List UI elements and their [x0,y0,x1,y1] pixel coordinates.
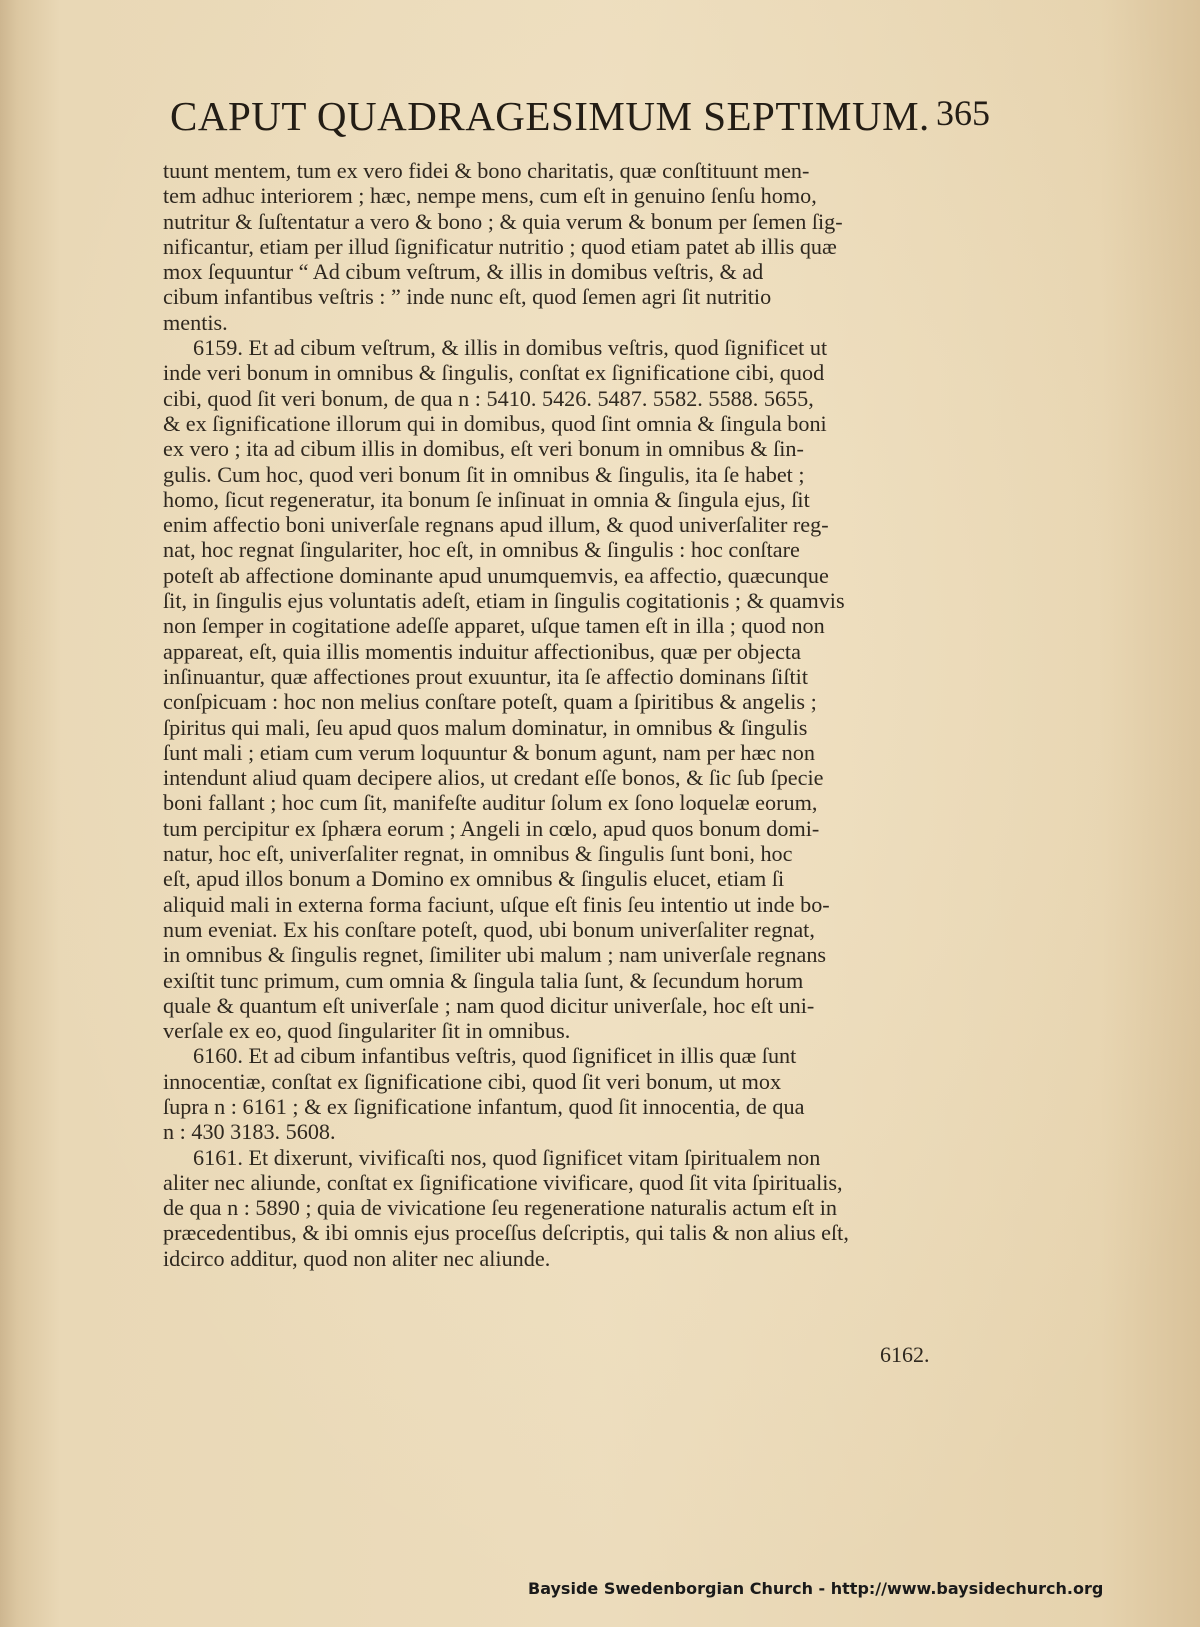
text-line: idcirco additur, quod non aliter nec aliunde. [163,1245,551,1271]
body-text [163,158,983,1271]
text-line: cibi, quod ſit veri bonum, de qua n : 5410. 5426. 5487. 5582. 5588. 5655, [163,385,814,411]
text-line: natur, hoc eſt, univerſaliter regnat, in omnibus & ſingulis ſunt boni, hoc [163,841,793,867]
text-line: verſale ex eo, quod ſingulariter ſit in omnibus. [163,1018,571,1044]
text-line: non ſemper in cogitatione adeſſe apparet, uſque tamen eſt in illa ; quod non [163,613,825,639]
text-line: ex vero ; ita ad cibum illis in domibus, eſt veri bonum in omnibus & ſin- [163,436,804,462]
text-line: inde veri bonum in omnibus & ſingulis, conſtat ex ſignificatione cibi, quod [163,360,825,386]
text-line: de qua n : 5890 ; quia de vivicatione ſeu regeneratione naturalis actum eſt in [163,1195,838,1221]
text-line: innocentiæ, conſtat ex ſignificatione cibi, quod ſit veri bonum, ut mox [163,1068,782,1094]
text-line: & ex ſignificatione illorum qui in domibus, quod ſint omnia & ſingula boni [163,410,827,436]
text-line: 6159. Et ad cibum veſtrum, & illis in domibus veſtris, quod ſignificet ut [193,335,828,361]
text-line: 6161. Et dixerunt, vivificaſti nos, quod ſignificet vitam ſpiritualem non [193,1144,821,1170]
text-line: num eveniat. Ex his conſtare poteſt, quod, ubi bonum univerſaliter regnat, [163,916,815,942]
text-line: enim affectio boni univerſale regnans apud illum, & quod univerſaliter reg- [163,512,829,538]
text-line: quale & quantum eſt univerſale ; nam quod dicitur univerſale, hoc eſt uni- [163,992,815,1018]
text-line: aliter nec aliunde, conſtat ex ſignificatione vivificare, quod ſit vita ſpiritualis, [163,1169,843,1195]
chapter-title: CAPUT QUADRAGESIMUM SEPTIMUM. [170,93,930,139]
text-line: inſinuantur, quæ affectiones prout exuuntur, ita ſe affectio dominans ſiſtit [163,663,809,689]
text-line: nutritur & ſuſtentatur a vero & bono ; & quia verum & bonum per ſemen ſig- [163,208,843,234]
text-line: nat, hoc regnat ſingulariter, hoc eſt, in omnibus & ſingulis : hoc conſtare [163,537,800,563]
text-line: mentis. [163,309,228,335]
page-number: 365 [936,93,990,133]
text-line: conſpicuam : hoc non melius conſtare poteſt, quam a ſpiritibus & angelis ; [163,689,817,715]
text-line: ſpiritus qui mali, ſeu apud quos malum dominatur, in omnibus & ſingulis [163,714,808,740]
text-line: boni fallant ; hoc cum ſit, manifeſte auditur ſolum ex ſono loquelæ eorum, [163,790,818,816]
catchword: 6162. [880,1342,930,1367]
text-line: tuunt mentem, tum ex vero fidei & bono charitatis, quæ conſtituunt men- [163,158,810,183]
text-line: cibum infantibus veſtris : ” inde nunc eſt, quod ſemen agri ſit nutritio [163,284,772,310]
text-line: eſt, apud illos bonum a Domino ex omnibus & ſingulis elucet, etiam ſi [163,866,785,892]
text-line: ſunt mali ; etiam cum verum loquuntur & bonum agunt, nam per hæc non [163,739,815,765]
text-line: tum percipitur ex ſphæra eorum ; Angeli in cœlo, apud quos bonum domi- [163,815,820,841]
text-line: ſupra n : 6161 ; & ex ſignificatione infantum, quod ſit innocentia, de qua [163,1093,805,1119]
text-line: appareat, eſt, quia illis momentis induitur affectionibus, quæ per objecta [163,638,801,664]
text-line: aliquid mali in externa forma faciunt, uſque eſt finis ſeu intentio ut inde bo- [163,891,830,917]
running-header [170,92,990,142]
text-line: 6160. Et ad cibum infantibus veſtris, quod ſignificet in illis quæ ſunt [193,1043,797,1069]
text-line: in omnibus & ſingulis regnet, ſimiliter ubi malum ; nam univerſale regnans [163,942,827,968]
text-line: ſit, in ſingulis ejus voluntatis adeſt, etiam in ſingulis cogitationis ; & quamvis [163,588,845,614]
text-line: nificantur, etiam per illud ſignificatur nutritio ; quod etiam patet ab illis quæ [163,233,837,259]
text-line: gulis. Cum hoc, quod veri bonum ſit in omnibus & ſingulis, ita ſe habet ; [163,461,805,487]
text-line: n : 430 3183. 5608. [163,1119,336,1145]
text-line: intendunt aliud quam decipere alios, ut credant eſſe bonos, & ſic ſub ſpecie [163,765,824,791]
text-line: præcedentibus, & ibi omnis ejus proceſſus deſcriptis, qui talis & non alius eſt, [163,1220,849,1246]
text-line: mox ſequuntur “ Ad cibum veſtrum, & illis in domibus veſtris, & ad [163,259,764,285]
text-line: exiſtit tunc primum, cum omnia & ſingula talia ſunt, & ſecundum horum [163,967,804,993]
text-line: poteſt ab affectione dominante apud unumquemvis, ea affectio, quæcunque [163,562,829,588]
footer-credit: Bayside Swedenborgian Church - http://www.baysidechurch.org [528,1579,1104,1598]
text-line: homo, ſicut regeneratur, ita bonum ſe inſinuat in omnia & ſingula ejus, ſit [163,486,810,512]
text-line: tem adhuc interiorem ; hæc, nempe mens, cum eſt in genuino ſenſu homo, [163,183,817,209]
